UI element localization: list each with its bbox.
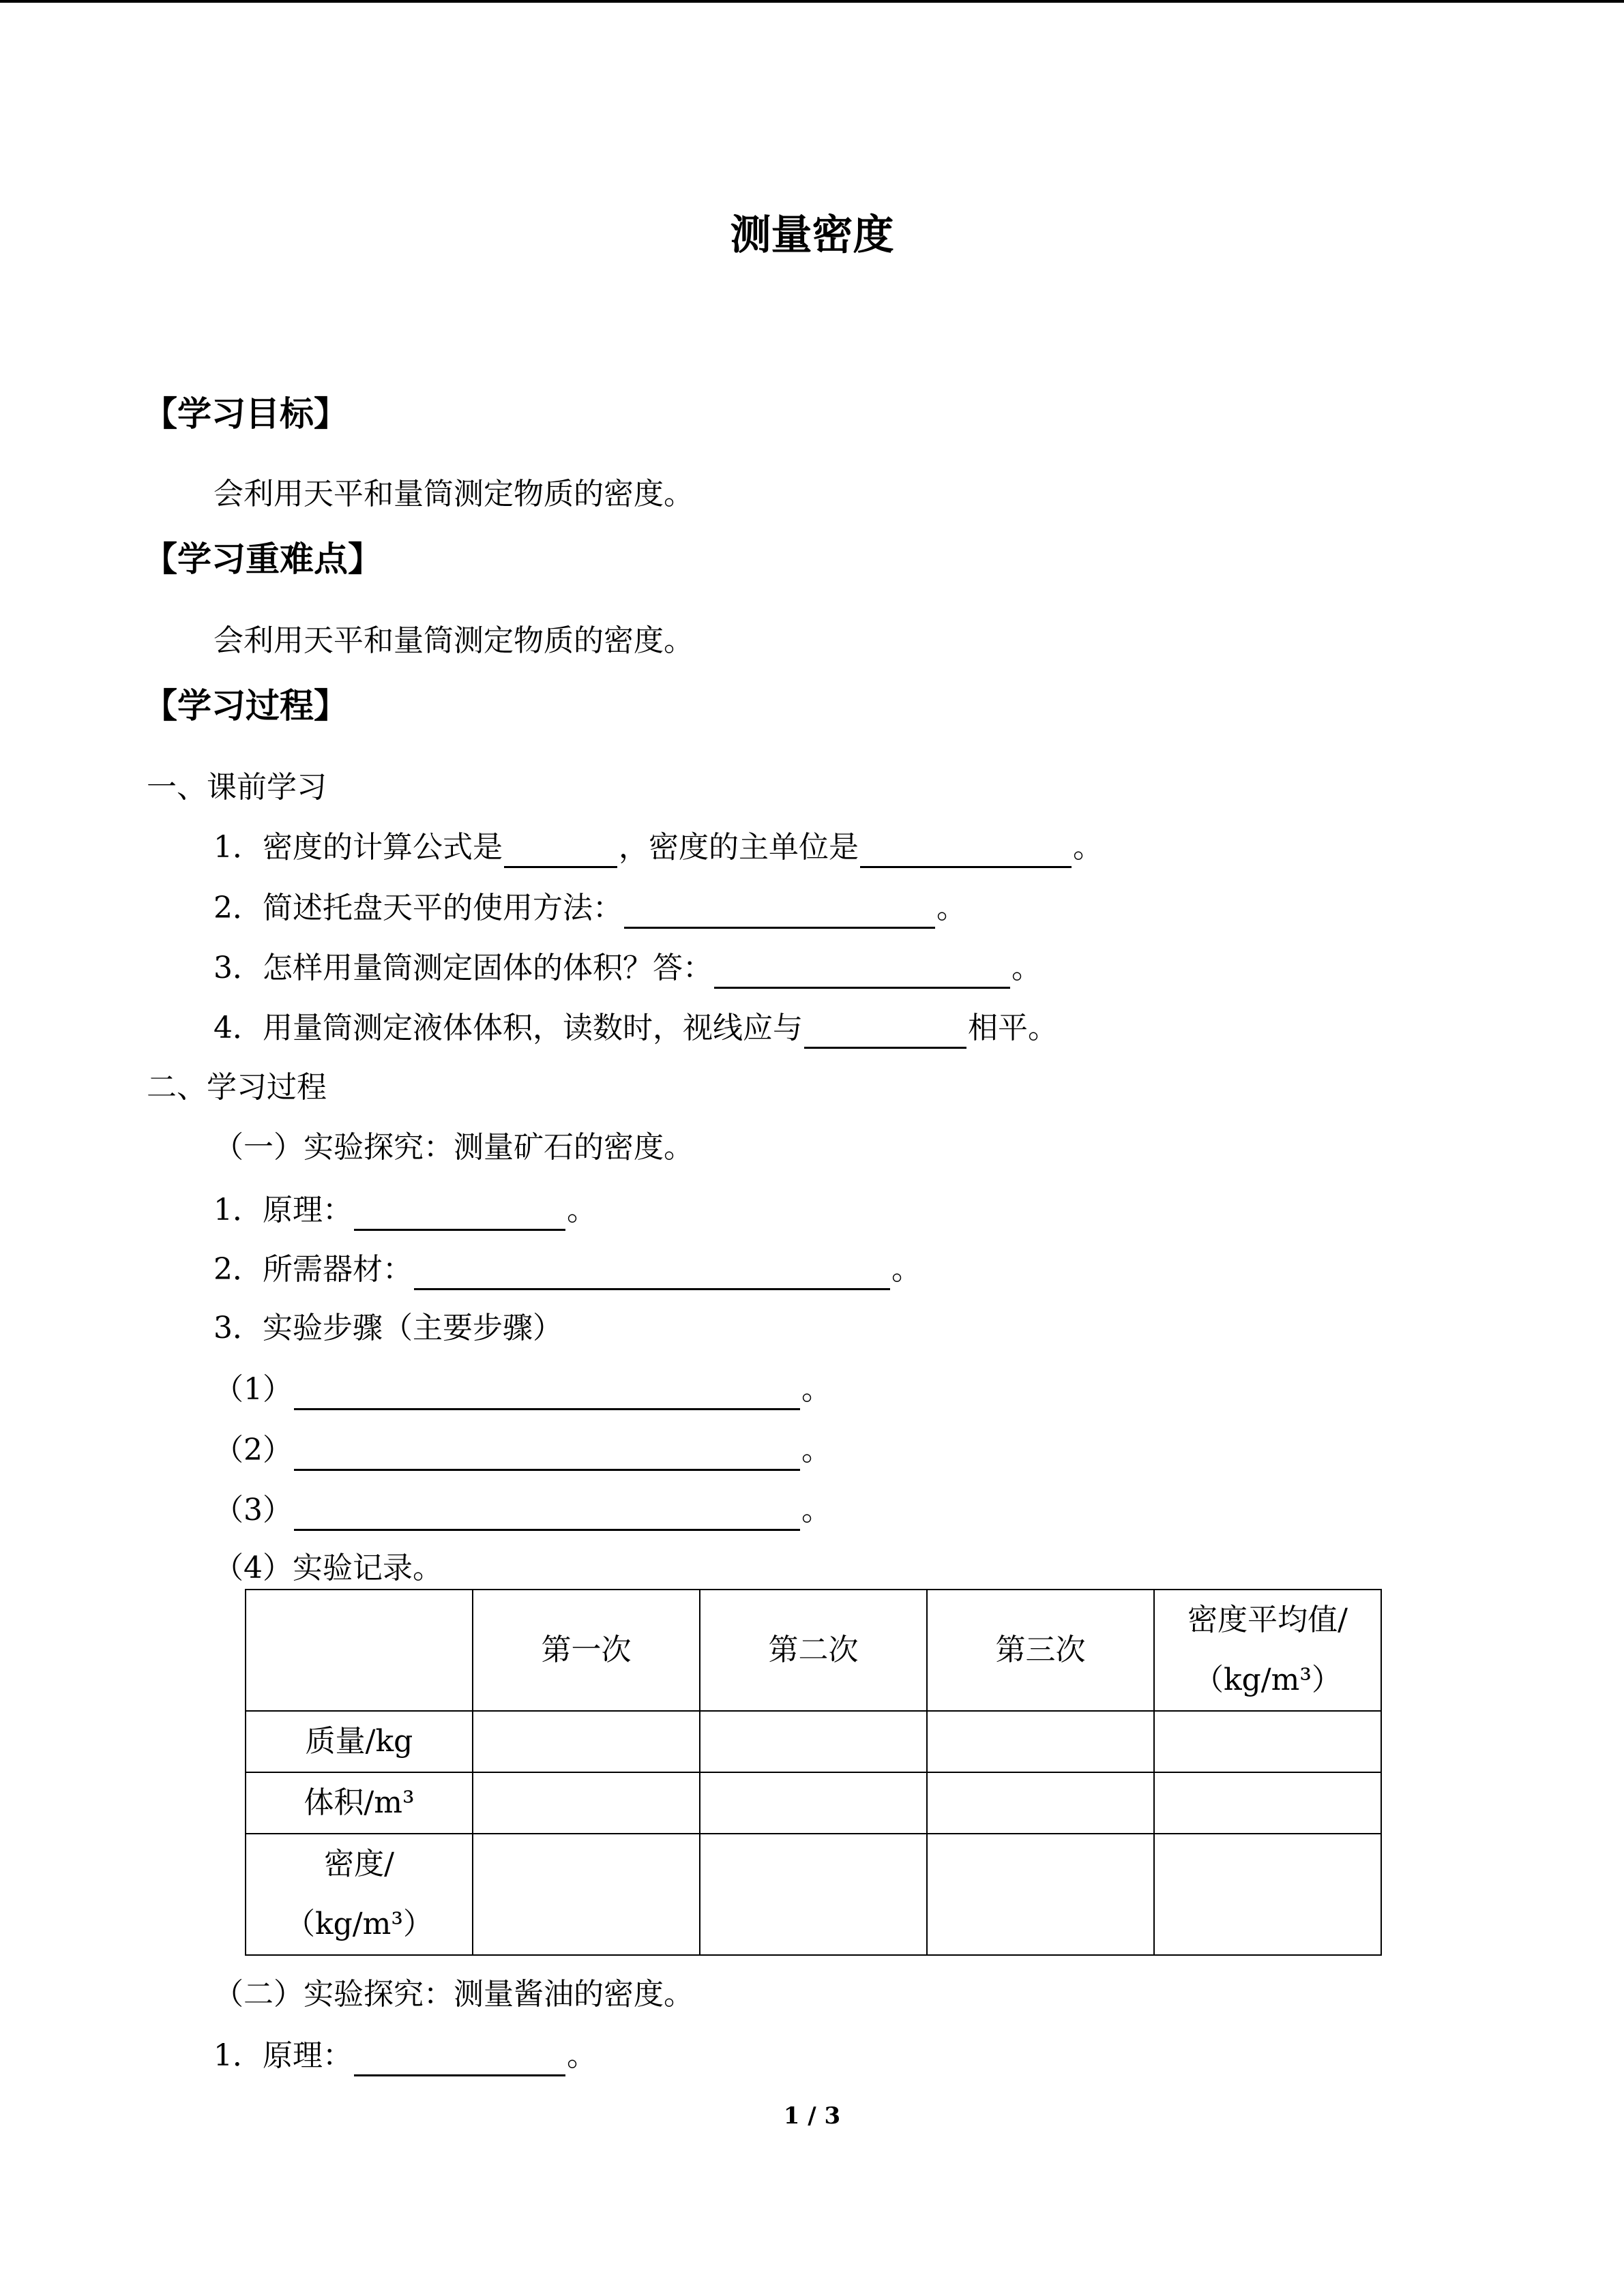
table-header-average-line-2: （kg/m³） — [1193, 1663, 1342, 1697]
table-header-first: 第一次 — [473, 1590, 700, 1711]
pre-class-heading: 一、课前学习 — [147, 770, 327, 805]
question-1-text-b: ，密度的主单位是 — [619, 830, 859, 865]
equipment-blank[interactable] — [414, 1255, 890, 1290]
table-cell[interactable] — [700, 1834, 927, 1955]
table-row-mass — [246, 1711, 1381, 1772]
key-points-text: 会利用天平和量筒测定物质的密度。 — [213, 623, 694, 658]
principle-2-label: 1．原理： — [213, 2038, 353, 2073]
table-row-volume-label: 体积/m³ — [246, 1772, 473, 1834]
table-cell[interactable] — [473, 1711, 700, 1772]
step-1-line — [213, 1369, 831, 1410]
page-top-border — [0, 0, 1624, 3]
question-1 — [213, 827, 1103, 868]
step-2-line — [213, 1430, 831, 1471]
question-4-text-a: 4．用量筒测定液体体积，读数时，视线应与 — [213, 1011, 803, 1045]
page-title: 测量密度 — [730, 211, 894, 259]
solid-volume-blank[interactable] — [714, 954, 1010, 989]
table-cell[interactable] — [473, 1834, 700, 1955]
principle-line — [213, 1190, 597, 1231]
equipment-end: 。 — [891, 1252, 921, 1287]
question-1-text-a: 1．密度的计算公式是 — [213, 830, 503, 865]
experiment-2-title: （二）实验探究：测量酱油的密度。 — [213, 1977, 694, 2012]
step-3-end: 。 — [801, 1493, 831, 1527]
question-4 — [213, 1008, 1058, 1049]
table-row-density-line-2: （kg/m³） — [284, 1907, 433, 1941]
table-cell[interactable] — [927, 1772, 1154, 1834]
question-3-end: 。 — [1012, 951, 1042, 985]
table-header-row — [246, 1590, 1381, 1711]
table-cell[interactable] — [927, 1711, 1154, 1772]
table-cell[interactable] — [700, 1711, 927, 1772]
experiment-record-table — [245, 1589, 1382, 1956]
question-3 — [213, 948, 1042, 989]
table-corner-cell — [246, 1590, 473, 1711]
learning-goal-heading: 【学习目标】 — [143, 394, 348, 434]
table-header-average-line-1: 密度平均值/ — [1187, 1602, 1348, 1637]
table-row-volume — [246, 1772, 1381, 1834]
table-header-average — [1154, 1590, 1381, 1711]
table-header-third: 第三次 — [927, 1590, 1154, 1711]
record-heading: （4）实验记录。 — [213, 1551, 443, 1585]
step-2-end: 。 — [801, 1433, 831, 1467]
table-cell[interactable] — [1154, 1772, 1381, 1834]
table-row-density-line-1: 密度/ — [324, 1847, 394, 1881]
table-header-second: 第二次 — [700, 1590, 927, 1711]
table-row-density — [246, 1834, 1381, 1955]
table-cell[interactable] — [1154, 1711, 1381, 1772]
step-2-blank[interactable] — [294, 1436, 800, 1471]
steps-heading: 3．实验步骤（主要步骤） — [213, 1311, 563, 1345]
step-3-blank[interactable] — [294, 1496, 800, 1531]
principle-2-blank[interactable] — [354, 2042, 565, 2076]
unit-answer-blank[interactable] — [860, 833, 1072, 868]
principle-2-end: 。 — [567, 2038, 597, 2073]
principle-blank[interactable] — [354, 1196, 565, 1231]
experiment-1-title: （一）实验探究：测量矿石的密度。 — [213, 1130, 694, 1165]
principle-label: 1．原理： — [213, 1193, 353, 1227]
principle-2-line — [213, 2036, 597, 2076]
learning-process-subheading: 二、学习过程 — [147, 1070, 327, 1105]
page-number: 1 / 3 — [783, 2102, 841, 2130]
step-1-label: （1） — [213, 1372, 293, 1407]
question-2-end: 。 — [936, 891, 966, 925]
learning-goal-text: 会利用天平和量筒测定物质的密度。 — [213, 477, 694, 511]
question-3-text: 3．怎样用量筒测定固体的体积？答： — [213, 951, 713, 985]
step-3-line — [213, 1490, 831, 1531]
table-cell[interactable] — [1154, 1834, 1381, 1955]
question-4-text-b: 相平。 — [968, 1011, 1058, 1045]
question-2 — [213, 888, 966, 929]
step-3-label: （3） — [213, 1493, 293, 1527]
table-row-density-label — [246, 1834, 473, 1955]
sight-line-blank[interactable] — [804, 1014, 966, 1049]
learning-process-heading: 【学习过程】 — [143, 686, 348, 726]
question-2-text: 2．简述托盘天平的使用方法： — [213, 891, 623, 925]
equipment-line — [213, 1249, 921, 1290]
question-1-end: 。 — [1073, 830, 1103, 865]
formula-answer-blank[interactable] — [504, 833, 617, 868]
step-1-blank[interactable] — [294, 1375, 800, 1410]
table-cell[interactable] — [927, 1834, 1154, 1955]
balance-method-blank[interactable] — [624, 894, 935, 929]
table-cell[interactable] — [700, 1772, 927, 1834]
principle-end: 。 — [567, 1193, 597, 1227]
equipment-label: 2．所需器材： — [213, 1252, 413, 1287]
step-1-end: 。 — [801, 1372, 831, 1407]
table-row-mass-label: 质量/kg — [246, 1711, 473, 1772]
table-cell[interactable] — [473, 1772, 700, 1834]
key-points-heading: 【学习重难点】 — [143, 539, 382, 579]
step-2-label: （2） — [213, 1433, 293, 1467]
